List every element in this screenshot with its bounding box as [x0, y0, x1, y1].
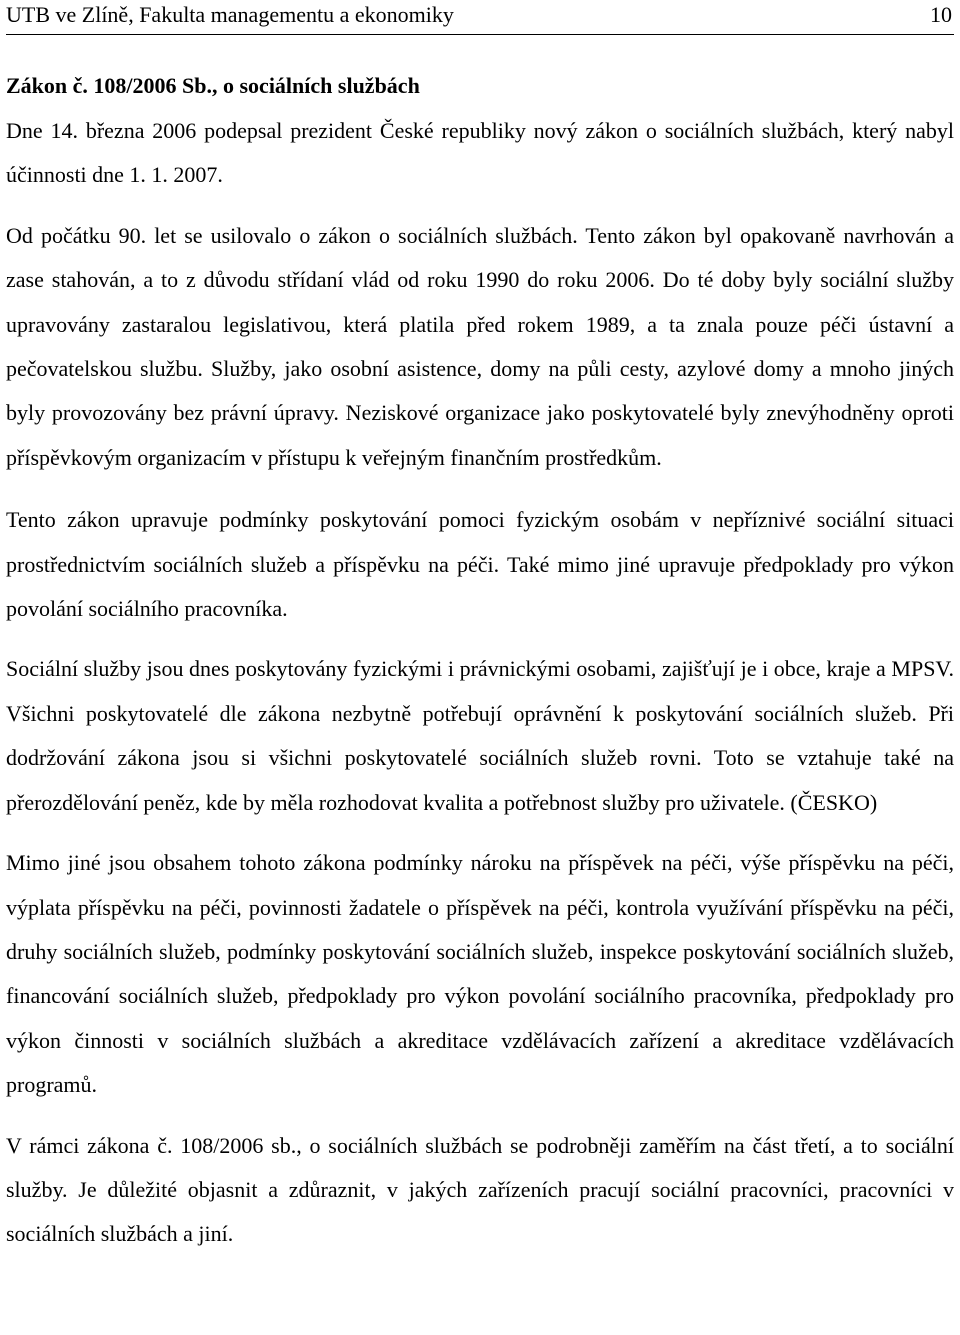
document-page: [6, 0, 954, 1257]
page-number: 10: [930, 2, 952, 27]
paragraph-contents: Mimo jiné jsou obsahem tohoto zákona podmínky nároku na příspěvek na péči, výše příspěvku na péči, výplata příspěvku na péči, povinnosti žadatele o příspěvek na péči, kontrola využívání příspěvku na péči, druhy sociálních služeb, podmínky poskytování sociálních služeb, inspekce poskytování sociálních služeb, financování sociálních služeb, předpoklady pro výkon povolání sociálního pracovníka, předpoklady pro výkon činnosti v sociálních službách a akreditace vzdělávacích zařízení a akreditace vzdělávacích programů.: [6, 850, 954, 1098]
paragraph-scope: Tento zákon upravuje podmínky poskytování pomoci fyzickým osobám v nepříznivé sociální situaci prostřednictvím sociálních služeb a příspěvku na péči. Také mimo jiné upravuje předpoklady pro výkon povolání sociálního pracovníka.: [6, 507, 954, 622]
running-header: [6, 0, 954, 35]
header-institution: UTB ve Zlíně, Fakulta managementu a ekonomiky: [6, 2, 454, 27]
paragraph-intro: Dne 14. března 2006 podepsal prezident České republiky nový zákon o sociálních službách, který nabyl účinnosti dne 1. 1. 2007.: [6, 118, 954, 188]
paragraph-focus: V rámci zákona č. 108/2006 sb., o sociálních službách se podrobněji zaměřím na část třetí, a to sociální služby. Je důležité objasnit a zdůraznit, v jakých zařízeních pracují sociální pracovníci, pracovníci v sociálních službách a jiní.: [6, 1132, 954, 1247]
paragraph-providers: Sociální služby jsou dnes poskytovány fyzickými i právnickými osobami, zajišťují je i obce, kraje a MPSV. Všichni poskytovatelé dle zákona nezbytně potřebují oprávnění k poskytování sociálních služeb. Při dodržování zákona jsou si všichni poskytovatelé sociálních služeb rovni. Toto se vztahuje také na přerozdělování peněz, kde by měla rozhodovat kvalita a potřebnost služby pro uživatele. (ČESKO): [6, 656, 954, 815]
section-heading: Zákon č. 108/2006 Sb., o sociálních službách: [6, 73, 420, 98]
paragraph-history: Od počátku 90. let se usilovalo o zákon o sociálních službách. Tento zákon byl opakovaně navrhován a zase stahován, a to z důvodu střídaní vlád od roku 1990 do roku 2006. Do té doby byly sociální služby upravovány zastaralou legislativou, která platila před rokem 1989, a ta znala pouze péči ústavní a pečovatelskou službu. Služby, jako osobní asistence, domy na půli cesty, azylové domy a mnoho jiných byly provozovány bez právní úpravy. Neziskové organizace jako poskytovatelé byly znevýhodněny oproti příspěvkovým organizacím v přístupu k veřejným finančním prostředkům.: [6, 222, 954, 470]
